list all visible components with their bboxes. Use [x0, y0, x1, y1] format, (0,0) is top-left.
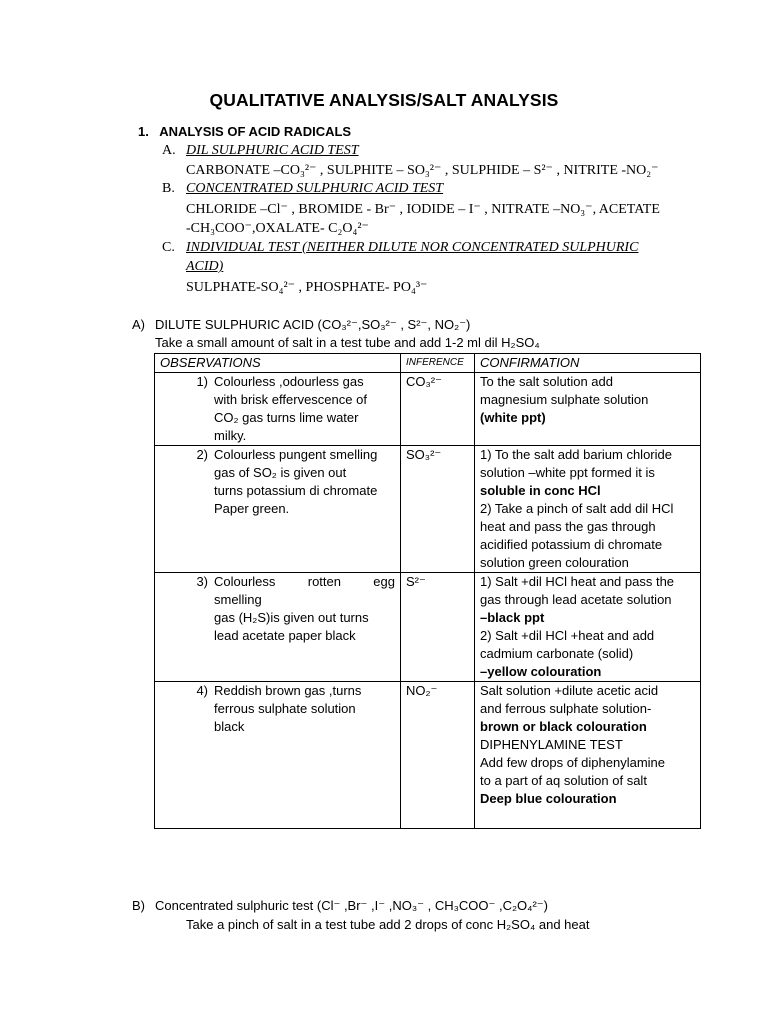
confirmation-line: cadmium carbonate (solid)	[480, 646, 634, 661]
item-c-title2: ACID)	[186, 259, 224, 274]
observation-line: Colourless pungent smelling	[214, 447, 378, 462]
header-confirmation: CONFIRMATION	[475, 354, 701, 373]
confirmation-cell	[475, 573, 701, 682]
confirmation-line: solution –white ppt formed it is	[480, 465, 655, 480]
confirmation-line: 1) Salt +dil HCl heat and pass the	[480, 574, 675, 589]
observation-line: Colourless ,odourless gas	[214, 374, 364, 389]
confirmation-line: 2) Salt +dil HCl +heat and add	[480, 628, 655, 643]
observation-line: gas of SO₂ is given out	[214, 465, 347, 480]
table-row	[155, 373, 701, 446]
observation-line: CO₂ gas turns lime water	[214, 410, 359, 425]
item-c-label: C.	[162, 240, 175, 255]
observation-line: smelling	[214, 592, 262, 607]
confirmation-line: heat and pass the gas through	[480, 519, 656, 534]
row-number: 1)	[196, 374, 208, 389]
observation-cell	[155, 446, 401, 573]
observation-table	[154, 353, 701, 829]
item-a-label: A.	[162, 143, 176, 158]
confirmation-line: Add few drops of diphenylamine	[480, 755, 666, 770]
part-b-label: B)	[132, 898, 145, 913]
header-inference: INFERENCE	[401, 354, 475, 373]
table-header-row	[155, 354, 701, 373]
header-observations: OBSERVATIONS	[155, 354, 401, 373]
observation-line: Colourless rotten egg	[214, 574, 395, 589]
confirmation-line: Salt solution +dilute acetic acid	[480, 683, 659, 698]
observation-line: Reddish brown gas ,turns	[214, 683, 362, 698]
item-c-line: SULPHATE-SO₄²⁻ , PHOSPHATE- PO₄³⁻	[186, 280, 428, 295]
confirmation-line: acidified potassium di chromate	[480, 537, 663, 552]
confirmation-line: 1) To the salt add barium chloride	[480, 447, 672, 462]
table-row	[155, 682, 701, 829]
observation-line: turns potassium di chromate	[214, 483, 378, 498]
confirmation-line: magnesium sulphate solution	[480, 392, 649, 407]
row-number: 3)	[196, 574, 208, 589]
confirmation-line: soluble in conc HCl	[480, 483, 601, 498]
confirmation-cell	[475, 446, 701, 573]
table-row	[155, 446, 701, 573]
observation-line: with brisk effervescence of	[214, 392, 367, 407]
item-a-line: CARBONATE –CO₃²⁻ , SULPHITE – SO₃²⁻ , SULPHIDE – S²⁻ , NITRITE -NO₂⁻	[186, 163, 659, 178]
page-title: QUALITATIVE ANALYSIS/SALT ANALYSIS	[209, 90, 559, 110]
confirmation-cell	[475, 682, 701, 829]
confirmation-line: –black ppt	[480, 610, 545, 625]
observation-line: milky.	[214, 428, 247, 443]
observation-line: lead acetate paper black	[214, 628, 356, 643]
item-b-title: CONCENTRATED SULPHURIC ACID TEST	[186, 181, 444, 196]
item-b-line2: -CH₃COO⁻,OXALATE- C₂O₄²⁻	[186, 221, 369, 236]
part-a-instruction: Take a small amount of salt in a test tube and add 1-2 ml dil H₂SO₄	[155, 335, 540, 350]
item-b-label: B.	[162, 181, 175, 196]
confirmation-line: Deep blue colouration	[480, 791, 617, 806]
observation-cell	[155, 682, 401, 829]
confirmation-line: to a part of aq solution of salt	[480, 773, 647, 788]
part-a-label: A)	[132, 317, 145, 332]
item-b-line1: CHLORIDE –Cl⁻ , BROMIDE - Br⁻ , IODIDE – I⁻ , NITRATE –NO₃⁻, ACETATE	[186, 202, 660, 217]
part-b-instruction: Take a pinch of salt in a test tube add 2 drops of conc H₂SO₄ and heat	[186, 917, 590, 932]
inference-cell: CO₃²⁻	[401, 373, 475, 446]
observation-line: ferrous sulphate solution	[214, 701, 356, 716]
confirmation-line: –yellow colouration	[480, 664, 602, 679]
confirmation-cell	[475, 373, 701, 446]
confirmation-line: 2) Take a pinch of salt add dil HCl	[480, 501, 674, 516]
item-c-title1: INDIVIDUAL TEST (NEITHER DILUTE NOR CONCENTRATED SULPHURIC	[186, 240, 639, 255]
confirmation-line: gas through lead acetate solution	[480, 592, 672, 607]
row-number: 2)	[196, 447, 208, 462]
inference-cell: NO₂⁻	[401, 682, 475, 829]
part-b-heading: Concentrated sulphuric test (Cl⁻ ,Br⁻ ,I⁻ ,NO₃⁻ , CH₃COO⁻ ,C₂O₄²⁻)	[155, 898, 548, 913]
observation-cell	[155, 573, 401, 682]
observation-line: black	[214, 719, 245, 734]
confirmation-line: brown or black colouration	[480, 719, 647, 734]
observation-line: Paper green.	[214, 501, 290, 516]
confirmation-line: solution green colouration	[480, 555, 629, 570]
row-number: 4)	[196, 683, 208, 698]
observation-line: gas (H₂S)is given out turns	[214, 610, 369, 625]
item-a-title: DIL SULPHURIC ACID TEST	[186, 143, 359, 158]
confirmation-line: DIPHENYLAMINE TEST	[480, 737, 623, 752]
section-heading: 1. ANALYSIS OF ACID RADICALS	[138, 124, 352, 139]
table-row	[155, 573, 701, 682]
confirmation-line: and ferrous sulphate solution-	[480, 701, 652, 716]
inference-cell: S²⁻	[401, 573, 475, 682]
inference-cell: SO₃²⁻	[401, 446, 475, 573]
part-a-heading: DILUTE SULPHURIC ACID (CO₃²⁻,SO₃²⁻ , S²⁻, NO₂⁻)	[155, 317, 471, 332]
observation-cell	[155, 373, 401, 446]
confirmation-line: (white ppt)	[480, 410, 546, 425]
confirmation-line: To the salt solution add	[480, 374, 613, 389]
